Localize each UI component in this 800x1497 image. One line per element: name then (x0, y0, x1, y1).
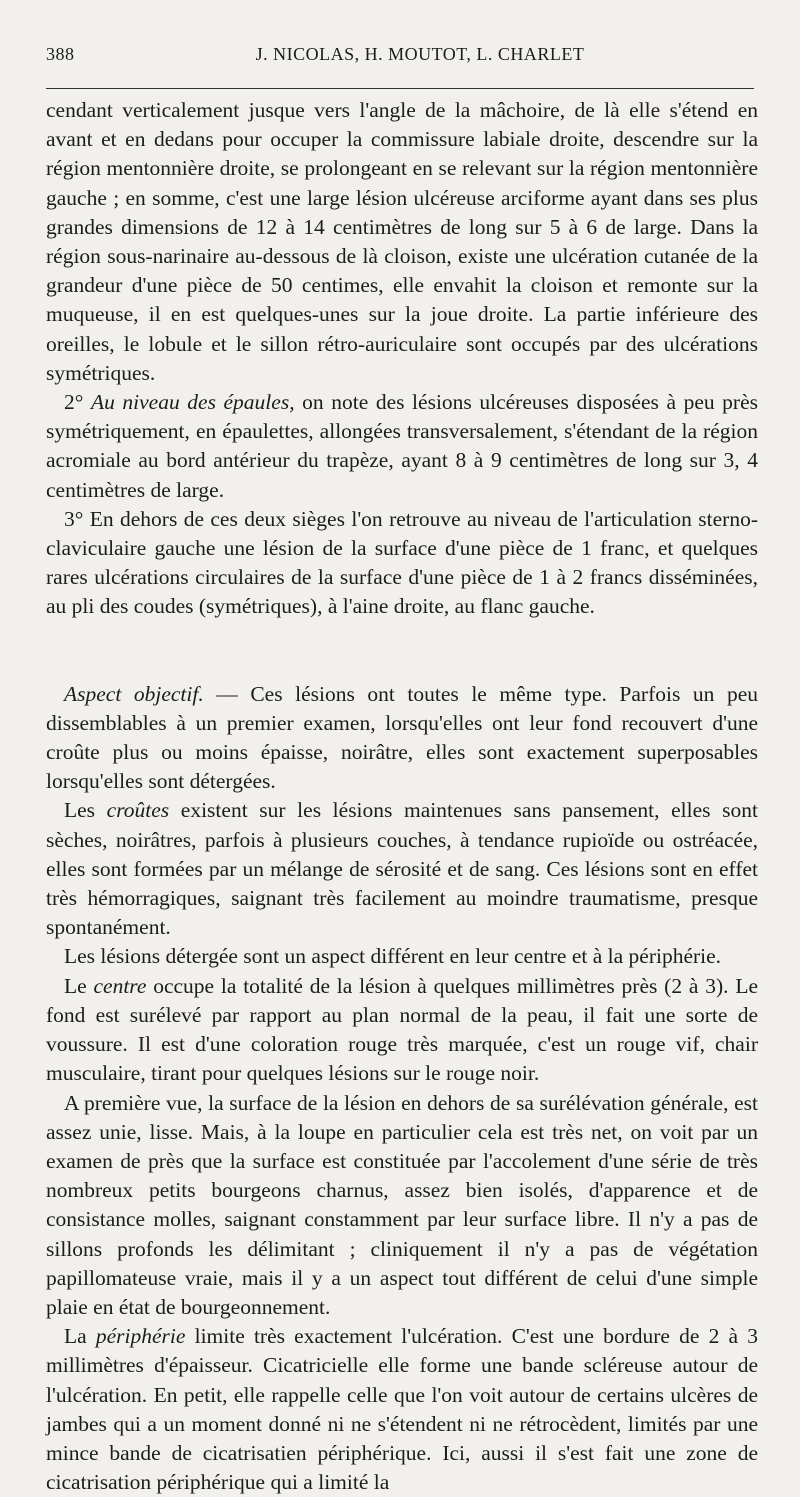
centre-lead: Le (64, 973, 94, 998)
croutes-lead: Les (64, 798, 107, 823)
paragraph-2-number: 2° (64, 390, 84, 415)
running-head: J. NICOLAS, H. MOUTOT, L. CHARLET (255, 44, 585, 64)
paragraph-premiere-vue: A première vue, la surface de la lésion en dehors de sa surélévation générale, est assez unie, lisse. Mais, à la loupe en particulier cela est très net, on voit par un examen de près que la surface est constituée par l'accolement d'une série de très nombreux petits bourgeons charnus, assez bien isolés, d'apparence et de consistance molles, saignant constamment par leur surface libre. Il n'y a pas de sillons profonds les délimitant ; cliniquement il n'y a pas de végétation papillomateuse vraie, mais il y a un aspect tout différent de celui d'une simple plaie en état de bourgeonnement. (46, 1090, 758, 1319)
header-rule (46, 88, 754, 89)
paragraph-detergee: Les lésions détergée sont un aspect différent en leur centre et à la périphérie. (64, 944, 722, 969)
aspect-text: — Ces lésions ont toutes le même type. Parfois un peu dissemblables à un premier examen, lorsqu'elles ont leur fond recouvert d'une croûte plus ou moins épaisse, noirâtre, elles sont exactement superposables lorsqu'elles sont détergées. (46, 681, 758, 794)
centre-text: occupe la totalité de la lésion à quelques millimètres près (2 à 3). Le fond est surélevé par rapport au plan normal de la peau, il fait une sorte de voussure. Il est d'une coloration rouge très marquée, c'est un rouge vif, chair musculaire, tirant pour quelques lésions sur le rouge noir. (46, 973, 758, 1086)
paragraph-centre (46, 972, 758, 1089)
paragraph-1: cendant verticalement jusque vers l'angle de la mâchoire, de là elle s'étend en avant et en dedans pour occuper la commissure labiale droite, descendre sur la région mentonnière droite, se prolongeant en se relevant sur la région mentonnière gauche ; en somme, c'est une large lésion ulcéreuse arciforme ayant dans ses plus grandes dimensions de 12 à 14 centimètres de long sur 5 à 6 de large. Dans la région sous-narinaire au-dessous de là cloison, existe une ulcération cutanée de la grandeur d'une pièce de 50 centimes, elle envahit la cloison et remonte sur la muqueuse, il en est quelques-unes sur la joue droite. La partie inférieure des oreilles, le lobule et le sillon rétro-auriculaire sont occupés par des ulcérations symétriques. (46, 98, 758, 385)
croutes-emphasis: croûtes (106, 798, 170, 823)
body-text (46, 96, 758, 1497)
peripherie-text: limite très exactement l'ulcération. C'est une bordure de 2 à 3 millimètres d'épaisseur. Cicatricielle elle forme une bande scléreuse autour de l'ulcération. En petit, elle rappelle celle que l'on voit autour de certains ulcères de jambes qui a un moment donné ni ne s'étendent ni ne rétrocèdent, limités par une mince bande de cicatrisatien périphérique. Ici, aussi il s'est fait une zone de cicatrisation périphérique qui a limité la (46, 1324, 758, 1495)
paragraph-2-text: on note des lésions ulcéreuses disposées à peu près symétriquement, en épaulettes, allongées transversalement, s'étendant de la région acromiale au bord antérieur du trapèze, ayant 8 à 9 centimètres de long sur 3, 4 centimètres de large. (46, 390, 759, 502)
paragraph-3: 3° En dehors de ces deux sièges l'on retrouve au niveau de l'articulation sterno-claviculaire gauche une lésion de la surface d'une pièce de 1 franc, et quelques rares ulcérations circulaires de la surface d'une pièce de 1 à 2 francs disséminées, au pli des coudes (symétriques), à l'aine droite, au flanc gauche. (46, 506, 758, 619)
croutes-text: existent sur les lésions maintenues sans pansement, elles sont sèches, noirâtres, parfois à plusieurs couches, à tendance rupioïde ou ostréacée, elles sont formées par un mélange de sérosité et de sang. Ces lésions sont en effet très hémorragiques, saignant très facilement au moindre traumatisme, presque spontanément. (46, 798, 758, 940)
paragraph-2 (46, 388, 758, 505)
paragraph-aspect (46, 680, 758, 797)
peripherie-lead: La (64, 1324, 96, 1349)
aspect-heading: Aspect objectif. (64, 681, 204, 706)
peripherie-emphasis: périphérie (95, 1324, 186, 1349)
centre-emphasis: centre (93, 973, 147, 998)
page-number: 388 (46, 44, 75, 64)
paragraph-2-emphasis: Au niveau des épaules, (90, 390, 295, 415)
section-gap (46, 622, 758, 680)
paragraph-peripherie (46, 1322, 758, 1497)
page-header (46, 44, 754, 74)
paragraph-croutes (46, 796, 758, 942)
